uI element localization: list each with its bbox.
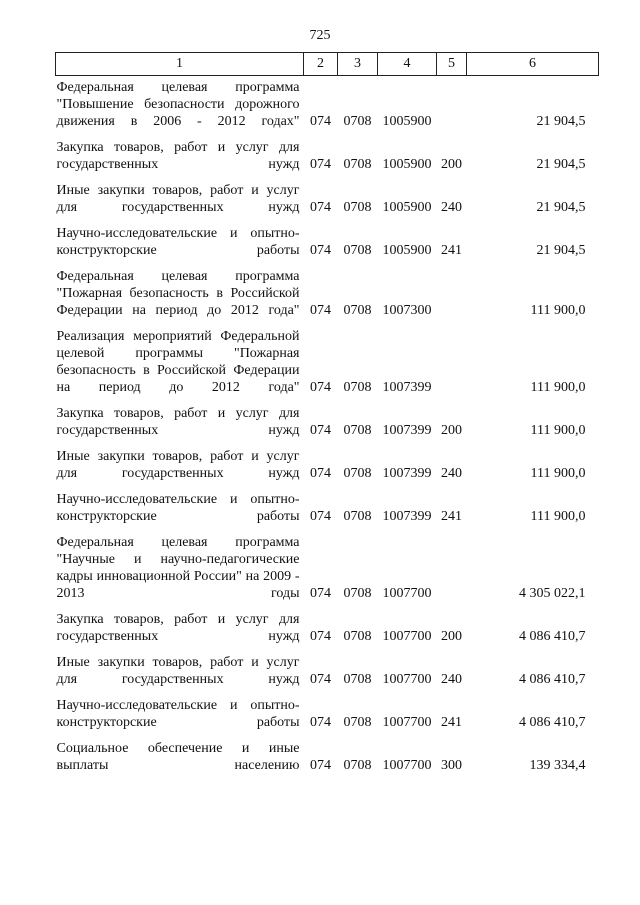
expense-name-cell: Научно-исследовательские и опытно-конструкторские работы	[56, 698, 300, 730]
expense-name-cell: Иные закупки товаров, работ и услуг для государственных нужд	[56, 449, 300, 481]
amount-cell: 21 904,5	[536, 200, 586, 215]
amount-cell: 111 900,0	[530, 466, 586, 481]
target-article-cell: 1007399	[382, 509, 432, 524]
target-article-cell: 1007700	[382, 672, 432, 687]
ministry-code-cell: 074	[310, 380, 331, 395]
expense-type-cell: 241	[441, 715, 462, 730]
target-article-cell: 1007700	[382, 758, 432, 773]
table-row	[56, 488, 599, 531]
column-header-3: 3	[338, 53, 378, 76]
amount-cell: 139 334,4	[529, 758, 586, 773]
column-header-6: 6	[467, 53, 599, 76]
ministry-code-cell: 074	[310, 243, 331, 258]
target-article-cell: 1007700	[382, 715, 432, 730]
table-row	[56, 136, 599, 179]
table-row	[56, 445, 599, 488]
table-row	[56, 325, 599, 402]
amount-cell: 21 904,5	[536, 243, 586, 258]
amount-cell: 21 904,5	[536, 114, 586, 129]
section-code-cell: 0708	[343, 715, 372, 730]
ministry-code-cell: 074	[310, 466, 331, 481]
target-article-cell: 1007700	[382, 629, 432, 644]
ministry-code-cell: 074	[310, 509, 331, 524]
section-code-cell: 0708	[343, 509, 372, 524]
ministry-code-cell: 074	[310, 629, 331, 644]
expense-name-cell: Федеральная целевая программа "Научные и научно-педагогические кадры инновационной России" на 2009 - 2013 годы	[56, 535, 300, 601]
page-number: 725	[309, 28, 331, 43]
target-article-cell: 1005900	[382, 200, 432, 215]
table-row	[56, 737, 599, 780]
expense-name-cell: Федеральная целевая программа "Повышение безопасности дорожного движения в 2006 - 2012 годах"	[56, 80, 300, 129]
expense-name-cell: Федеральная целевая программа "Пожарная безопасность в Российской Федерации на период до 2012 года"	[56, 269, 300, 318]
column-header-1: 1	[56, 53, 304, 76]
section-code-cell: 0708	[343, 200, 372, 215]
ministry-code-cell: 074	[310, 715, 331, 730]
expense-type-cell: 241	[441, 243, 462, 258]
expense-name-cell: Научно-исследовательские и опытно-конструкторские работы	[56, 226, 300, 258]
amount-cell: 111 900,0	[530, 380, 586, 395]
expense-name-cell: Реализация мероприятий Федеральной целевой программы "Пожарная безопасность в Российской Федерации на период до 2012 года"	[56, 329, 300, 395]
expense-type-cell: 200	[441, 157, 462, 172]
table-row	[56, 531, 599, 608]
expense-type-cell	[437, 76, 467, 137]
amount-cell: 21 904,5	[536, 157, 586, 172]
expense-name-cell: Закупка товаров, работ и услуг для государственных нужд	[56, 140, 300, 172]
expense-type-cell: 240	[441, 672, 462, 687]
expense-name-cell: Закупка товаров, работ и услуг для государственных нужд	[56, 406, 300, 438]
expense-type-cell: 240	[441, 466, 462, 481]
expense-name-cell: Иные закупки товаров, работ и услуг для государственных нужд	[56, 655, 300, 687]
expense-name-cell: Иные закупки товаров, работ и услуг для государственных нужд	[56, 183, 300, 215]
target-article-cell: 1007700	[382, 586, 432, 601]
table-row	[56, 402, 599, 445]
section-code-cell: 0708	[343, 629, 372, 644]
expense-name-cell: Закупка товаров, работ и услуг для государственных нужд	[56, 612, 300, 644]
target-article-cell: 1007300	[382, 303, 432, 318]
table-row	[56, 222, 599, 265]
column-header-4: 4	[378, 53, 437, 76]
expense-type-cell	[437, 265, 467, 325]
target-article-cell: 1007399	[382, 423, 432, 438]
target-article-cell: 1005900	[382, 157, 432, 172]
amount-cell: 4 305 022,1	[519, 586, 586, 601]
amount-cell: 111 900,0	[530, 303, 586, 318]
table-row	[56, 179, 599, 222]
target-article-cell: 1005900	[382, 243, 432, 258]
amount-cell: 111 900,0	[530, 423, 586, 438]
target-article-cell: 1007399	[382, 380, 432, 395]
ministry-code-cell: 074	[310, 157, 331, 172]
ministry-code-cell: 074	[310, 758, 331, 773]
ministry-code-cell: 074	[310, 672, 331, 687]
section-code-cell: 0708	[343, 758, 372, 773]
expense-type-cell: 240	[441, 200, 462, 215]
expense-name-cell: Научно-исследовательские и опытно-конструкторские работы	[56, 492, 300, 524]
section-code-cell: 0708	[343, 157, 372, 172]
expense-name-cell: Социальное обеспечение и иные выплаты населению	[56, 741, 300, 773]
column-header-row	[56, 53, 599, 76]
table-row	[56, 651, 599, 694]
ministry-code-cell: 074	[310, 114, 331, 129]
amount-cell: 4 086 410,7	[519, 629, 586, 644]
column-header-5: 5	[437, 53, 467, 76]
expense-type-cell: 200	[441, 423, 462, 438]
ministry-code-cell: 074	[310, 423, 331, 438]
ministry-code-cell: 074	[310, 586, 331, 601]
table-row	[56, 265, 599, 325]
section-code-cell: 0708	[343, 380, 372, 395]
table-row	[56, 76, 599, 137]
section-code-cell: 0708	[343, 114, 372, 129]
section-code-cell: 0708	[343, 586, 372, 601]
table-row	[56, 608, 599, 651]
amount-cell: 4 086 410,7	[519, 672, 586, 687]
expense-type-cell: 300	[441, 758, 462, 773]
target-article-cell: 1007399	[382, 466, 432, 481]
amount-cell: 4 086 410,7	[519, 715, 586, 730]
table-row	[56, 694, 599, 737]
section-code-cell: 0708	[343, 303, 372, 318]
column-header-2: 2	[304, 53, 338, 76]
expense-type-cell: 200	[441, 629, 462, 644]
section-code-cell: 0708	[343, 243, 372, 258]
ministry-code-cell: 074	[310, 303, 331, 318]
amount-cell: 111 900,0	[530, 509, 586, 524]
section-code-cell: 0708	[343, 423, 372, 438]
ministry-code-cell: 074	[310, 200, 331, 215]
section-code-cell: 0708	[343, 466, 372, 481]
expense-type-cell	[437, 325, 467, 402]
budget-table	[55, 52, 599, 780]
expense-type-cell: 241	[441, 509, 462, 524]
target-article-cell: 1005900	[382, 114, 432, 129]
section-code-cell: 0708	[343, 672, 372, 687]
expense-type-cell	[437, 531, 467, 608]
